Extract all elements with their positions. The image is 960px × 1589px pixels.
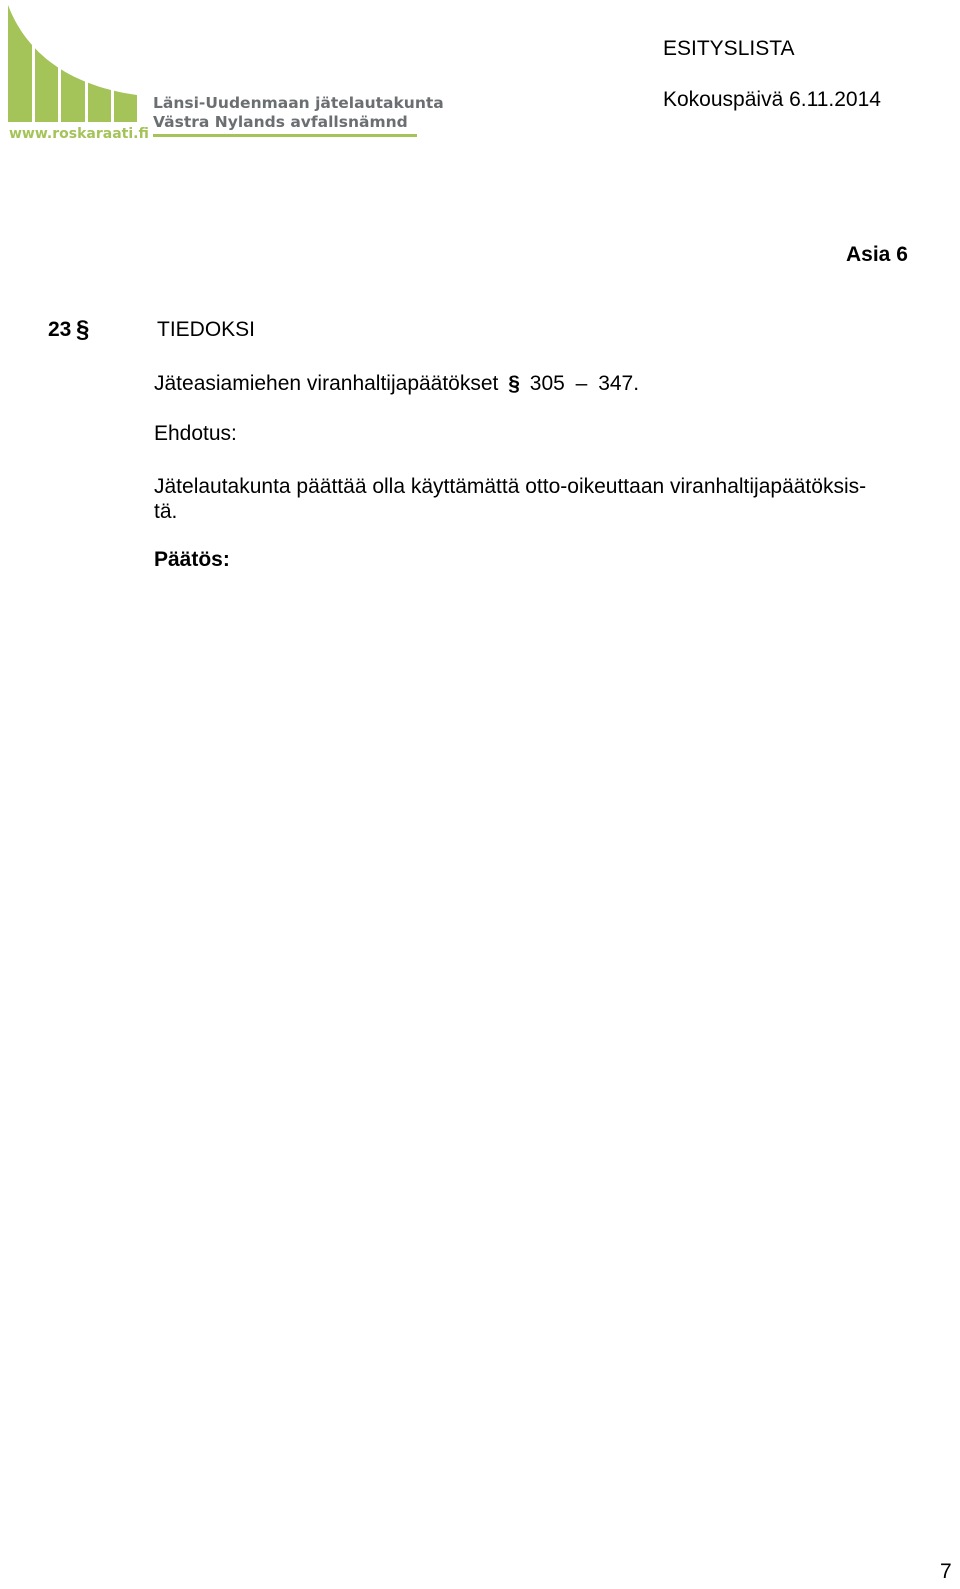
document-type: ESITYSLISTA — [663, 37, 795, 60]
logo-name-finnish: Länsi-Uudenmaan jätelautakunta — [153, 94, 444, 112]
subtitle-dash: – — [575, 372, 588, 395]
agenda-item-label: Asia 6 — [846, 243, 908, 266]
organization-logo — [5, 0, 444, 150]
subtitle-section-sign: § — [508, 372, 520, 395]
subtitle-text: Jäteasiamiehen viranhaltijapäätökset — [154, 372, 499, 395]
meeting-date: Kokouspäivä 6.11.2014 — [663, 88, 881, 111]
logo-url: www.roskaraati.fi — [9, 126, 149, 142]
section-sign: § — [76, 316, 90, 343]
item-subtitle — [154, 372, 639, 396]
logo-name-swedish: Västra Nylands avfallsnämnd — [153, 113, 408, 131]
subtitle-range-start: 305 — [529, 372, 565, 395]
decision-heading: Päätös: — [154, 548, 230, 571]
item-title: TIEDOKSI — [157, 318, 256, 341]
logo-underline — [153, 134, 417, 137]
proposal-text-line-1: Jätelautakunta päättää olla käyttämättä otto-oikeuttaan viranhaltijapäätöksis- — [154, 475, 867, 498]
proposal-text-line-2: tä. — [154, 500, 178, 523]
item-number: 23 — [48, 318, 72, 341]
proposal-text — [154, 474, 914, 524]
subtitle-range-end: 347. — [598, 372, 640, 395]
page-number: 7 — [940, 1560, 952, 1583]
proposal-heading: Ehdotus: — [154, 422, 237, 445]
logo-graphic — [5, 0, 145, 128]
